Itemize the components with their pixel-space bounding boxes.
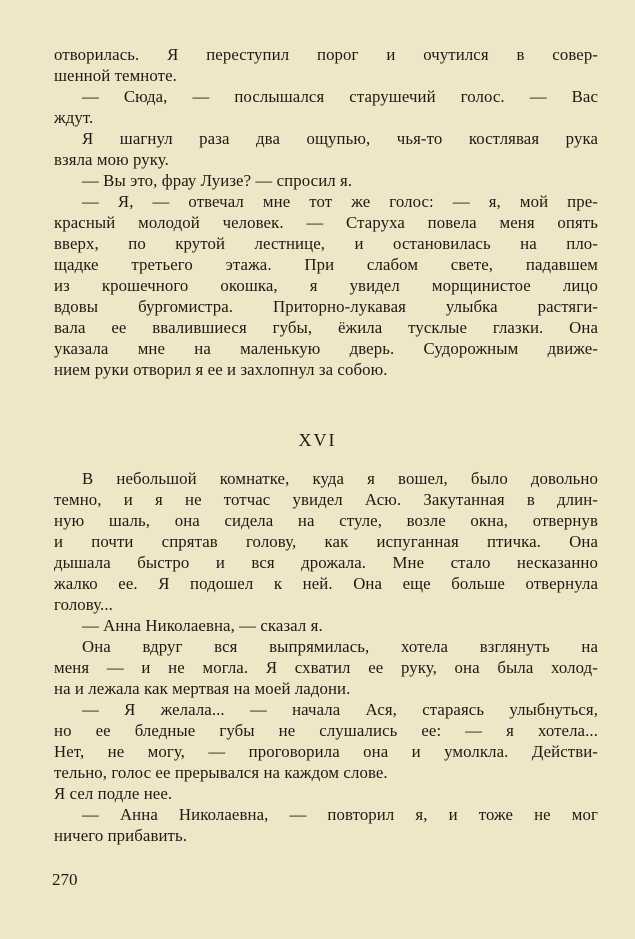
page-number: 270 [52,870,78,889]
text-line: из крошечного окошка, я увидел морщинистое лицо [54,276,598,295]
text-line: щадке третьего этажа. При слабом свете, падавшем [54,255,598,274]
text-line: ждут. [54,108,94,127]
text-line: взяла мою руку. [54,150,169,169]
text-line: — Анна Николаевна, — повторил я, и тоже не мог [82,805,598,824]
text-line: — Я, — отвечал мне тот же голос: — я, мой пре- [82,192,598,211]
text-block-bottom [54,468,598,846]
text-line: вдовы бургомистра. Приторно-лукавая улыбка растяги- [54,297,598,316]
text-line: — Я желала... — начала Ася, стараясь улыбнуться, [82,700,598,719]
text-line: ничего прибавить. [54,826,188,845]
text-line: вверх, по крутой лестнице, и остановилась на пло- [54,234,598,253]
text-line: — Вы это, фрау Луизе? — спросил я. [82,171,353,190]
text-line: тельно, голос ее прерывался на каждом слове. [54,763,388,782]
text-line: отворилась. Я переступил порог и очутился в совер- [54,45,598,64]
chapter-heading: XVI [298,430,337,450]
text-line: жалко ее. Я подошел к ней. Она еще больше отвернула [54,574,598,593]
text-line: дышала быстро и вся дрожала. Мне стало несказанно [54,553,598,572]
text-line: Я шагнул раза два ощупью, чья-то костлявая рука [82,129,598,148]
text-line: Нет, не могу, — проговорила она и умолкла. Действи- [54,742,598,761]
text-line: нием руки отворил я ее и захлопнул за собою. [54,360,388,379]
text-line: на и лежала как мертвая на моей ладони. [54,679,351,698]
text-line: ную шаль, она сидела на стуле, возле окна, отвернув [54,511,598,530]
text-line: В небольшой комнатке, куда я вошел, было довольно [82,469,598,488]
text-line: — Анна Николаевна, — сказал я. [82,616,323,635]
text-line: шенной темноте. [54,66,177,85]
text-line: голову... [54,595,113,614]
text-line: темно, и я не тотчас увидел Асю. Закутанная в длин- [54,490,598,509]
text-line: и почти спрятав голову, как испуганная птичка. Она [54,532,598,551]
text-line: — Сюда, — послышался старушечий голос. — Вас [82,87,598,106]
text-line: красный молодой человек. — Старуха повела меня опять [54,213,598,232]
text-line: Она вдруг вся выпрямилась, хотела взглянуть на [82,637,598,656]
text-block-top [54,44,598,380]
text-line: указала мне на маленькую дверь. Судорожным движе- [54,339,598,358]
text-line: вала ее ввалившиеся губы, ёжила тусклые глазки. Она [54,318,598,337]
text-line: меня — и не могла. Я схватил ее руку, она была холод- [54,658,598,677]
text-line: Я сел подле нее. [54,784,173,803]
text-line: но ее бледные губы не слушались ее: — я хотела... [54,721,598,740]
